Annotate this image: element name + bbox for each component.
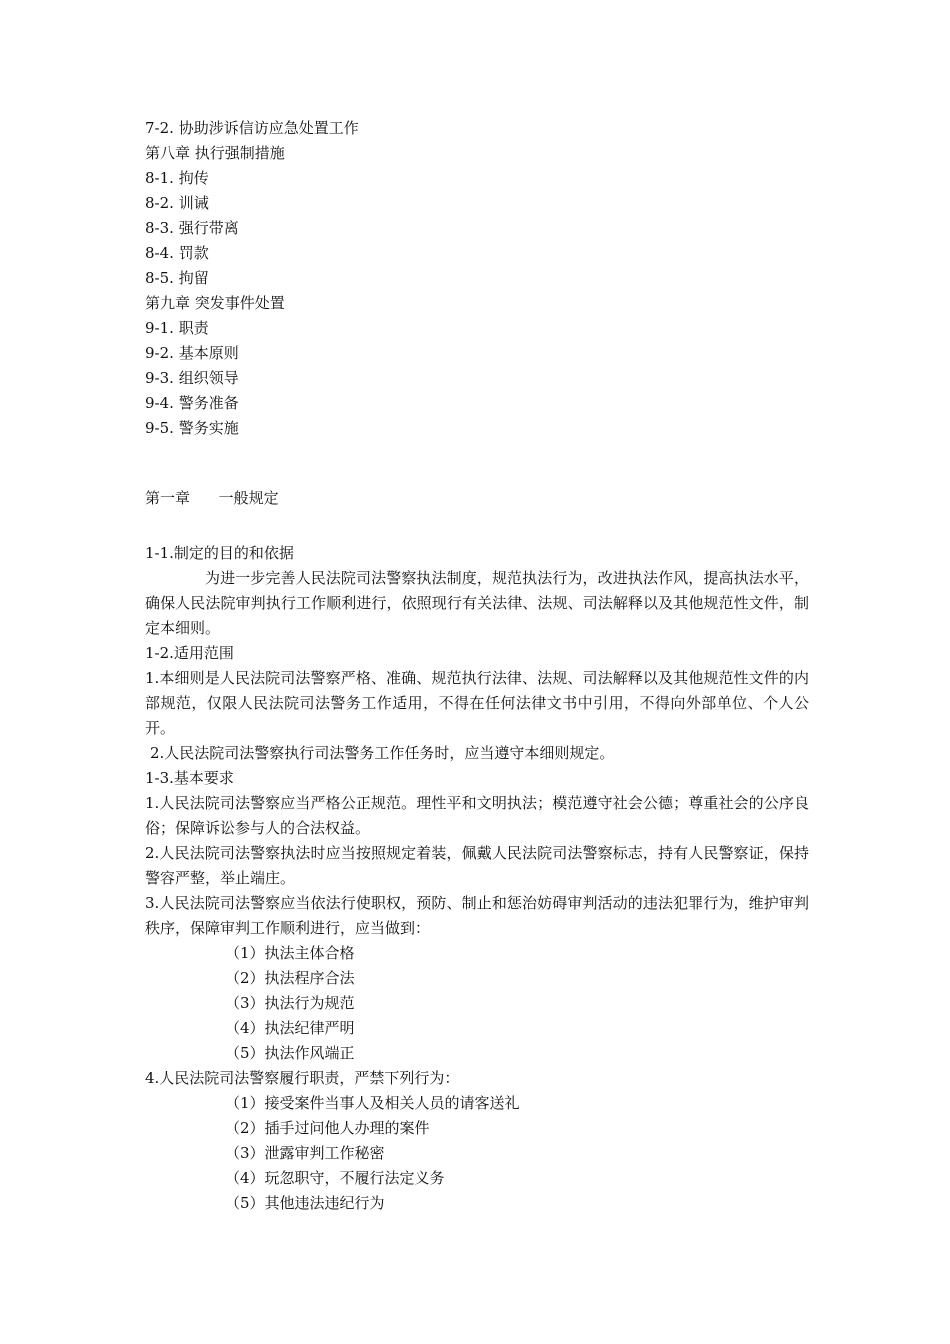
- paragraph: 2.人民法院司法警察执法时应当按照规定着装，佩戴人民法院司法警察标志，持有人民警察证，保持警容严整，举止端庄。: [145, 844, 809, 887]
- toc-chapter-heading: 第九章 突发事件处置: [145, 294, 285, 312]
- chapter-title: 第一章 一般规定: [145, 489, 279, 507]
- list-item: （4）玩忽职守，不履行法定义务: [225, 1169, 445, 1187]
- list-item: （2）执法程序合法: [225, 969, 355, 987]
- toc-entry: 9-1. 职责: [145, 319, 209, 337]
- list-item: （1）执法主体合格: [225, 944, 355, 962]
- toc-entry: 9-5. 警务实施: [145, 419, 239, 437]
- toc-entry: 8-4. 罚款: [145, 244, 209, 262]
- section-heading: 1-1.制定的目的和依据: [145, 544, 294, 562]
- toc-entry: 9-2. 基本原则: [145, 344, 239, 362]
- paragraph: 4.人民法院司法警察履行职责，严禁下列行为：: [145, 1069, 460, 1087]
- list-item: （3）泄露审判工作秘密: [225, 1144, 385, 1162]
- toc-entry: 8-3. 强行带离: [145, 219, 239, 237]
- toc-entry: 8-1. 拘传: [145, 169, 209, 187]
- list-item: （3）执法行为规范: [225, 994, 355, 1012]
- list-item: （1）接受案件当事人及相关人员的请客送礼: [225, 1094, 520, 1112]
- paragraph: 1.本细则是人民法院司法警察严格、准确、规范执行法律、法规、司法解释以及其他规范性文件的内部规范，仅限人民法院司法警务工作适用，不得在任何法律文书中引用，不得向外部单位、个人公开。: [145, 669, 809, 737]
- paragraph: 1.人民法院司法警察应当严格公正规范。理性平和文明执法；模范遵守社会公德；尊重社会的公序良俗；保障诉讼参与人的合法权益。: [145, 794, 809, 837]
- section-heading: 1-2.适用范围: [145, 644, 234, 662]
- paragraph: 3.人民法院司法警察应当依法行使职权，预防、制止和惩治妨碍审判活动的违法犯罪行为，维护审判秩序，保障审判工作顺利进行，应当做到：: [145, 894, 809, 937]
- paragraph: 2.人民法院司法警察执行司法警务工作任务时，应当遵守本细则规定。: [150, 744, 615, 762]
- list-item: （2）插手过问他人办理的案件: [225, 1119, 430, 1137]
- table-of-contents: [145, 116, 825, 441]
- toc-entry: 9-4. 警务准备: [145, 394, 239, 412]
- list-item: （5）其他违法违纪行为: [225, 1194, 385, 1212]
- toc-chapter-heading: 第八章 执行强制措施: [145, 144, 285, 162]
- paragraph: 为进一步完善人民法院司法警察执法制度，规范执法行为，改进执法作风，提高执法水平，确保人民法院审判执行工作顺利进行，依照现行有关法律、法规、司法解释以及其他规范性文件，制定本细则。: [145, 569, 809, 637]
- toc-entry: 7-2. 协助涉诉信访应急处置工作: [145, 119, 359, 137]
- list-item: （4）执法纪律严明: [225, 1019, 355, 1037]
- list-item: （5）执法作风端正: [225, 1044, 355, 1062]
- toc-entry: 9-3. 组织领导: [145, 369, 239, 387]
- section-heading: 1-3.基本要求: [145, 769, 234, 787]
- toc-entry: 8-2. 训诫: [145, 194, 209, 212]
- toc-entry: 8-5. 拘留: [145, 269, 209, 287]
- chapter-1-body: [145, 486, 809, 1216]
